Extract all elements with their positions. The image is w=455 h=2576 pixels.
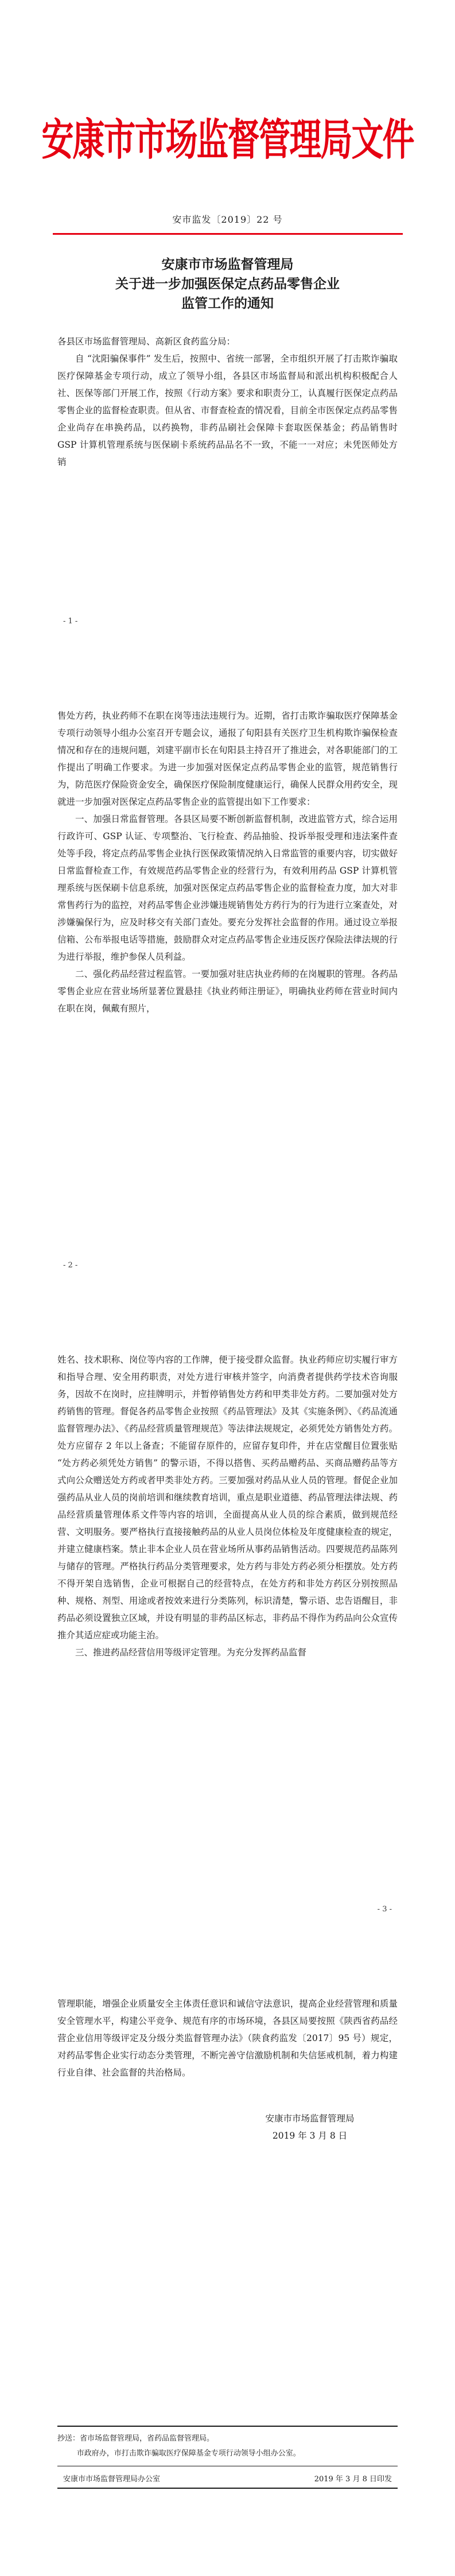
page-2 <box>0 644 455 1288</box>
signature-date: 2019 年 3 月 8 日 <box>272 2131 348 2141</box>
page-1-body <box>57 333 398 471</box>
signature-organization: 安康市市场监督管理局 <box>265 2113 355 2124</box>
red-divider-line <box>53 233 403 235</box>
page-number: - 3 - <box>377 1905 392 1914</box>
issuer: 安康市市场监督管理局办公室 <box>63 2475 161 2484</box>
page-3-body <box>57 1351 398 1661</box>
notice-title-line-2: 关于进一步加强医保定点药品零售企业 <box>115 276 340 292</box>
page-4 <box>0 1932 455 2576</box>
notice-title-line-1: 安康市市场监督管理局 <box>161 257 294 272</box>
page-2-body <box>57 707 398 1017</box>
cc-recipients-2: 市政府办，市打击欺诈骗取医疗保障基金专项行动领导小组办公室。 <box>76 2449 301 2458</box>
addressee: 各县区市场监督管理局、高新区食药监分局： <box>57 336 236 347</box>
page-number: - 2 - <box>63 1261 78 1270</box>
body-paragraph: 三、推进药品经营信用等级评定管理。为充分发挥药品监督 <box>75 1647 307 1658</box>
cc-recipients-1: 省市场监督管理局，省药品监督管理局。 <box>80 2434 215 2443</box>
notice-title <box>69 255 386 313</box>
signature-block <box>241 2110 379 2144</box>
body-paragraph: 售处方药，执业药师不在职在岗等违法违规行为。近期，省打击欺诈骗取医疗保障基金专项行动领导小组办公室召开专题会议，通报了旬阳县有关医疗卫生机构欺诈骗保检查情况和存在的违规问题，刘建平副市长在旬阳县主持召开了推进会，对各职能部门的工作提出了明确工作要求。为进一步加强对医保定点药品零售企业的监管，规范销售行为，防范医疗保险资金安全，确保医疗保险制度健康运行，确保人民群众用药安全，现就进一步加强对医保定点药品零售企业的监管提出如下工作要求： <box>57 711 398 807</box>
notice-title-line-3: 监管工作的通知 <box>181 296 274 311</box>
page-4-body <box>57 1995 398 2081</box>
cc-top-rule <box>57 2426 398 2427</box>
issue-row <box>63 2473 392 2484</box>
body-paragraph: 自 “沈阳骗保事件” 发生后，按照中、省统一部署，全市组织开展了打击欺诈骗取医疗保障基金专项行动，成立了领导小组，各县区市场监督局和派出机构积极配合人社、医保等部门开展工作，按照《行动方案》要求和职责分工，认真履行医保定点药品零售企业的监督检查职责。但从省、市督查检查的情况看，目前全市医保定点药品零售企业尚存在串换药品，以药换物，非药品刷社会保障卡套取医保基金；药品销售时 GSP 计算机管理系统与医保刷卡系统药品品名不一致，不能一一对应；未凭医师处方销 <box>57 354 398 467</box>
red-header-title: 安康市市场监督管理局文件 <box>41 115 414 166</box>
cc-block <box>57 2431 398 2461</box>
cc-line-1 <box>57 2431 398 2446</box>
cc-label: 抄送： <box>57 2434 80 2443</box>
body-paragraph: 二、强化药品经营过程监管。一要加强对驻店执业药师的在岗履职的管理。各药品零售企业应在营业场所显著位置悬挂《执业药师注册证》，明确执业药师在营业时间内在职在岗，佩戴有照片， <box>57 969 398 1014</box>
body-paragraph: 一、加强日常监督管理。各县区局要不断创新监督机制，改进监管方式，综合运用行政许可、GSP 认证、专项整治、飞行检查、药品抽验、投诉举报受理和违法案件查处等手段，将定点药品零售企业执行医保政策情况纳入日常监管的重要内容，切实做好日常监督检查工作，有效规范药品零售企业的经营行为，有效利用药品 GSP 计算机管理系统与医保刷卡信息系统，加强对医保定点药品零售企业的监督检查力度，加大对非常售药行为的监控，对药品零售企业涉嫌违规销售处方药行为的行为进行立案查处，对涉嫌骗保行为，应及时移交有关部门查处。要充分发挥社会监督的作用。通过设立举报信箱、公布举报电话等措施，鼓励群众对定点药品零售企业违反医疗保险法律法规的行为进行举报，维护参保人员利益。 <box>57 814 398 962</box>
page-3 <box>0 1288 455 1932</box>
issue-date: 2019 年 3 月 8 日印发 <box>314 2475 392 2484</box>
footer-bottom-rule <box>57 2488 398 2489</box>
document-number: 安市监发〔2019〕22 号 <box>172 214 283 225</box>
page-number: - 1 - <box>63 617 78 626</box>
body-paragraph: 姓名、技术职称、岗位等内容的工作牌，便于接受群众监督。执业药师应切实履行审方和指导合理、安全用药职责，对处方进行审核并签字，向消费者提供药学技术咨询服务，因故不在岗时，应挂牌明示，并暂停销售处方药和甲类非处方药。二要加强对处方药销售的管理。督促各药品零售企业按照《药品管理法》及其《实施条例》、《药品流通监督管理办法》、《药品经营质量管理规范》等法律法规规定，必须凭处方销售处方药。处方应留存 2 年以上备查；不能留存原件的，应留存复印件，并在店堂醒目位置张贴 “处方药必须凭处方销售” 的警示语，不得以搭售、买药品赠药品、买商品赠药品等方式向公众赠送处方药或者甲类非处方药。三要加强对药品从业人员的管理。督促企业加强药品从业人员的岗前培训和继续教育培训，重点是职业道德、药品管理法律法规、药品经营质量管理体系文件等内容的培训，全面提高从业人员的综合素质，做到规范经营、文明服务。要严格执行直接接触药品的从业人员岗位体检及年度健康检查的规定，并建立健康档案。禁止非本企业人员在营业场所从事药品销售活动。四要规范药品陈列与储存的管理。严格执行药品分类管理要求，处方药与非处方药必须分柜摆放。处方药不得开架自选销售，企业可根据自己的经营特点，在处方药和非处方药区分别按照品种、规格、剂型、用途或者按效来进行分类陈列，标识清楚，警示语、忠告语醒目，非药品必须设置独立区域，并设有明显的非药品区标志，非药品不得作为药品向公众宣传推介其适应症或功能主治。 <box>57 1355 398 1640</box>
body-paragraph: 管理职能，增强企业质量安全主体责任意识和诚信守法意识，提高企业经营管理和质量安全管理水平，构建公平竞争、规范有序的市场环境，各县区局要按照《陕西省药品经营企业信用等级评定及分级分类监督管理办法》（陕食药监发〔2017〕95 号）规定，对药品零售企业实行动态分类管理，不断完善守信激励机制和失信惩戒机制，着力构建行业自律、社会监督的共治格局。 <box>57 1999 398 2078</box>
page-1 <box>0 0 455 644</box>
